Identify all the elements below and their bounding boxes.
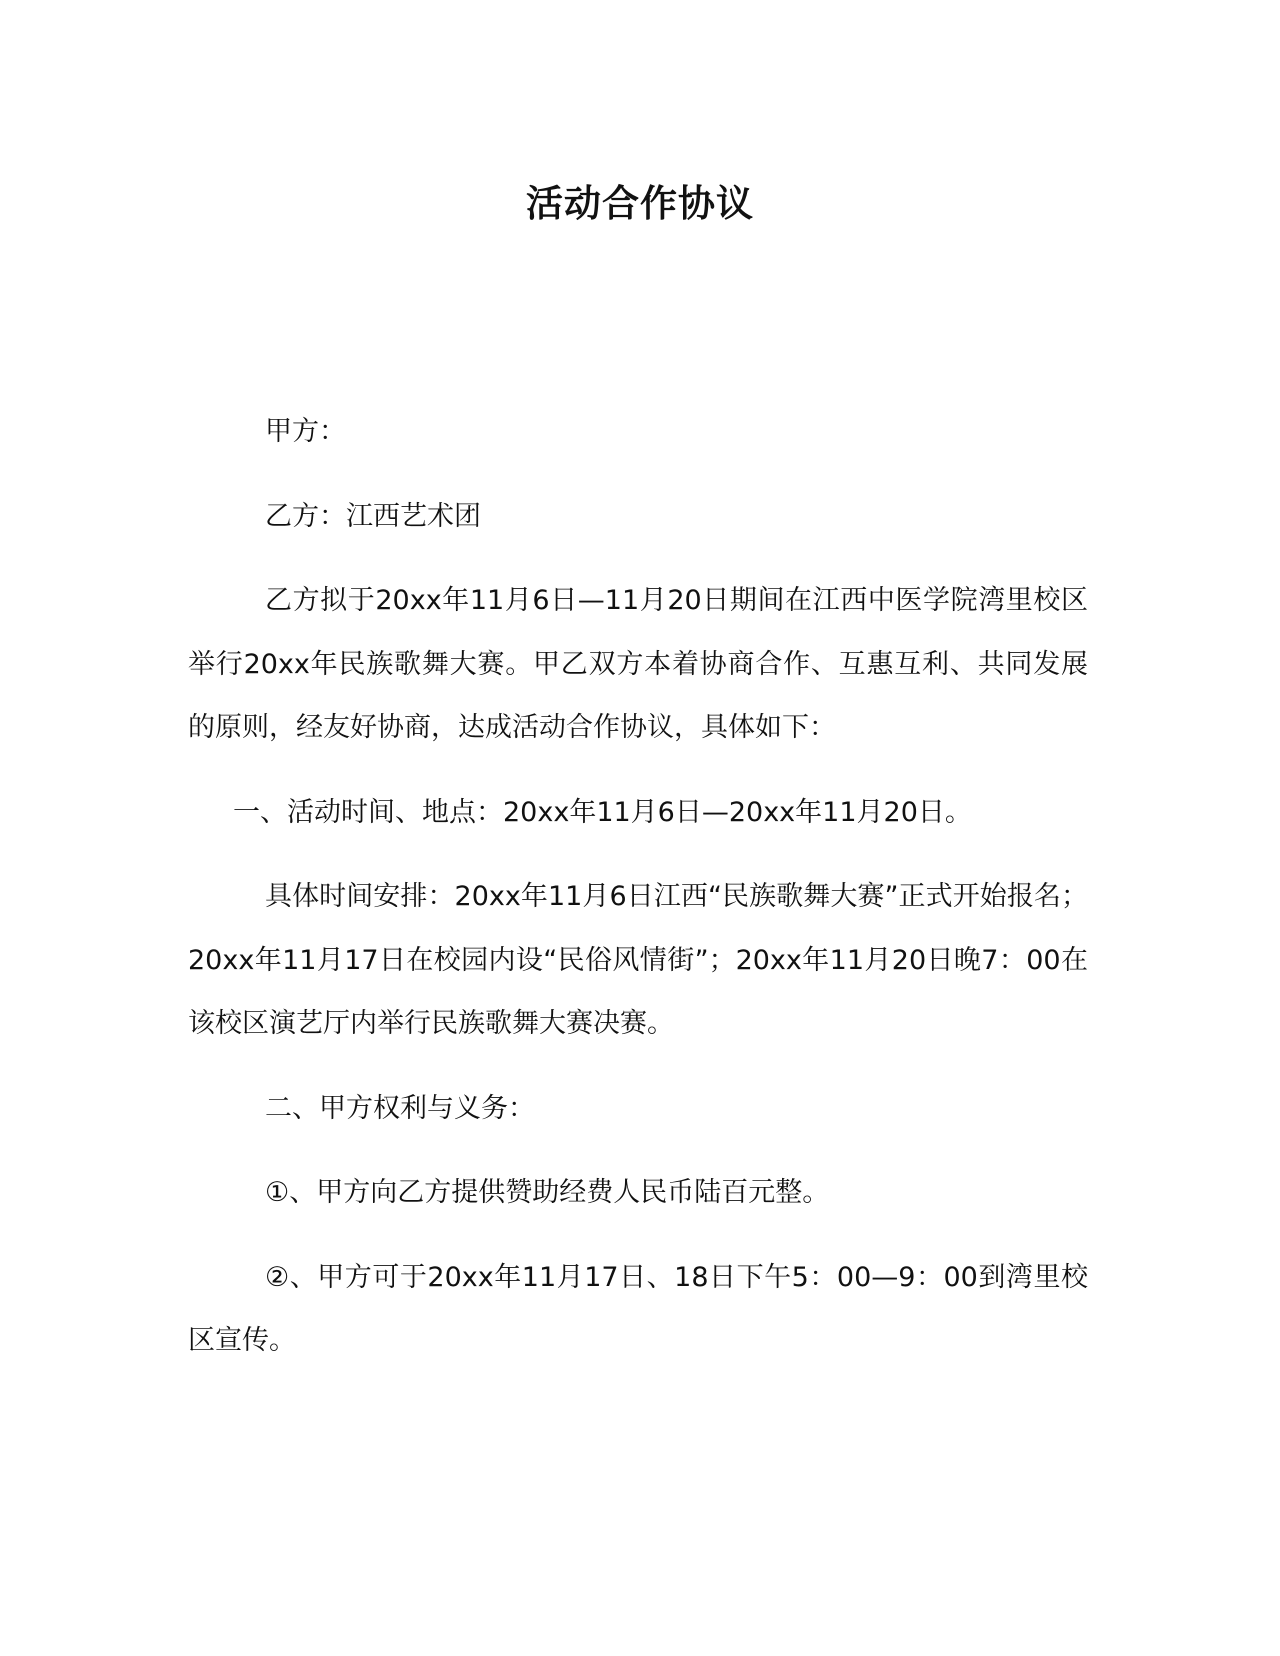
section-1-heading: 一、活动时间、地点：20xx年11月6日—20xx年11月20日。 (233, 796, 972, 828)
section-2-heading: 二、甲方权利与义务： (265, 1092, 535, 1124)
party-a-line: 甲方： (265, 416, 346, 447)
document-body (188, 400, 1088, 1394)
party-a-item-2: ②、甲方可于20xx年11月17日、18日下午5：00—9：00到湾里校区宣传。 (188, 1261, 1088, 1356)
party-a-item-1: ①、甲方向乙方提供赞助经费人民币陆百元整。 (265, 1177, 830, 1208)
schedule-paragraph: 具体时间安排：20xx年11月6日江西“民族歌舞大赛”正式开始报名；20xx年11月17日在校园内设“民俗风情街”；20xx年11月20日晚7：00在该校区演艺厅内举行民族歌舞大赛决赛。 (188, 881, 1088, 1039)
document-title: 活动合作协议 (526, 182, 754, 225)
party-b-line: 乙方：江西艺术团 (265, 500, 481, 532)
intro-paragraph: 乙方拟于20xx年11月6日—11月20日期间在江西中医学院湾里校区举行20xx年民族歌舞大赛。甲乙双方本着协商合作、互惠互利、共同发展的原则，经友好协商，达成活动合作协议，具体如下： (188, 585, 1088, 743)
